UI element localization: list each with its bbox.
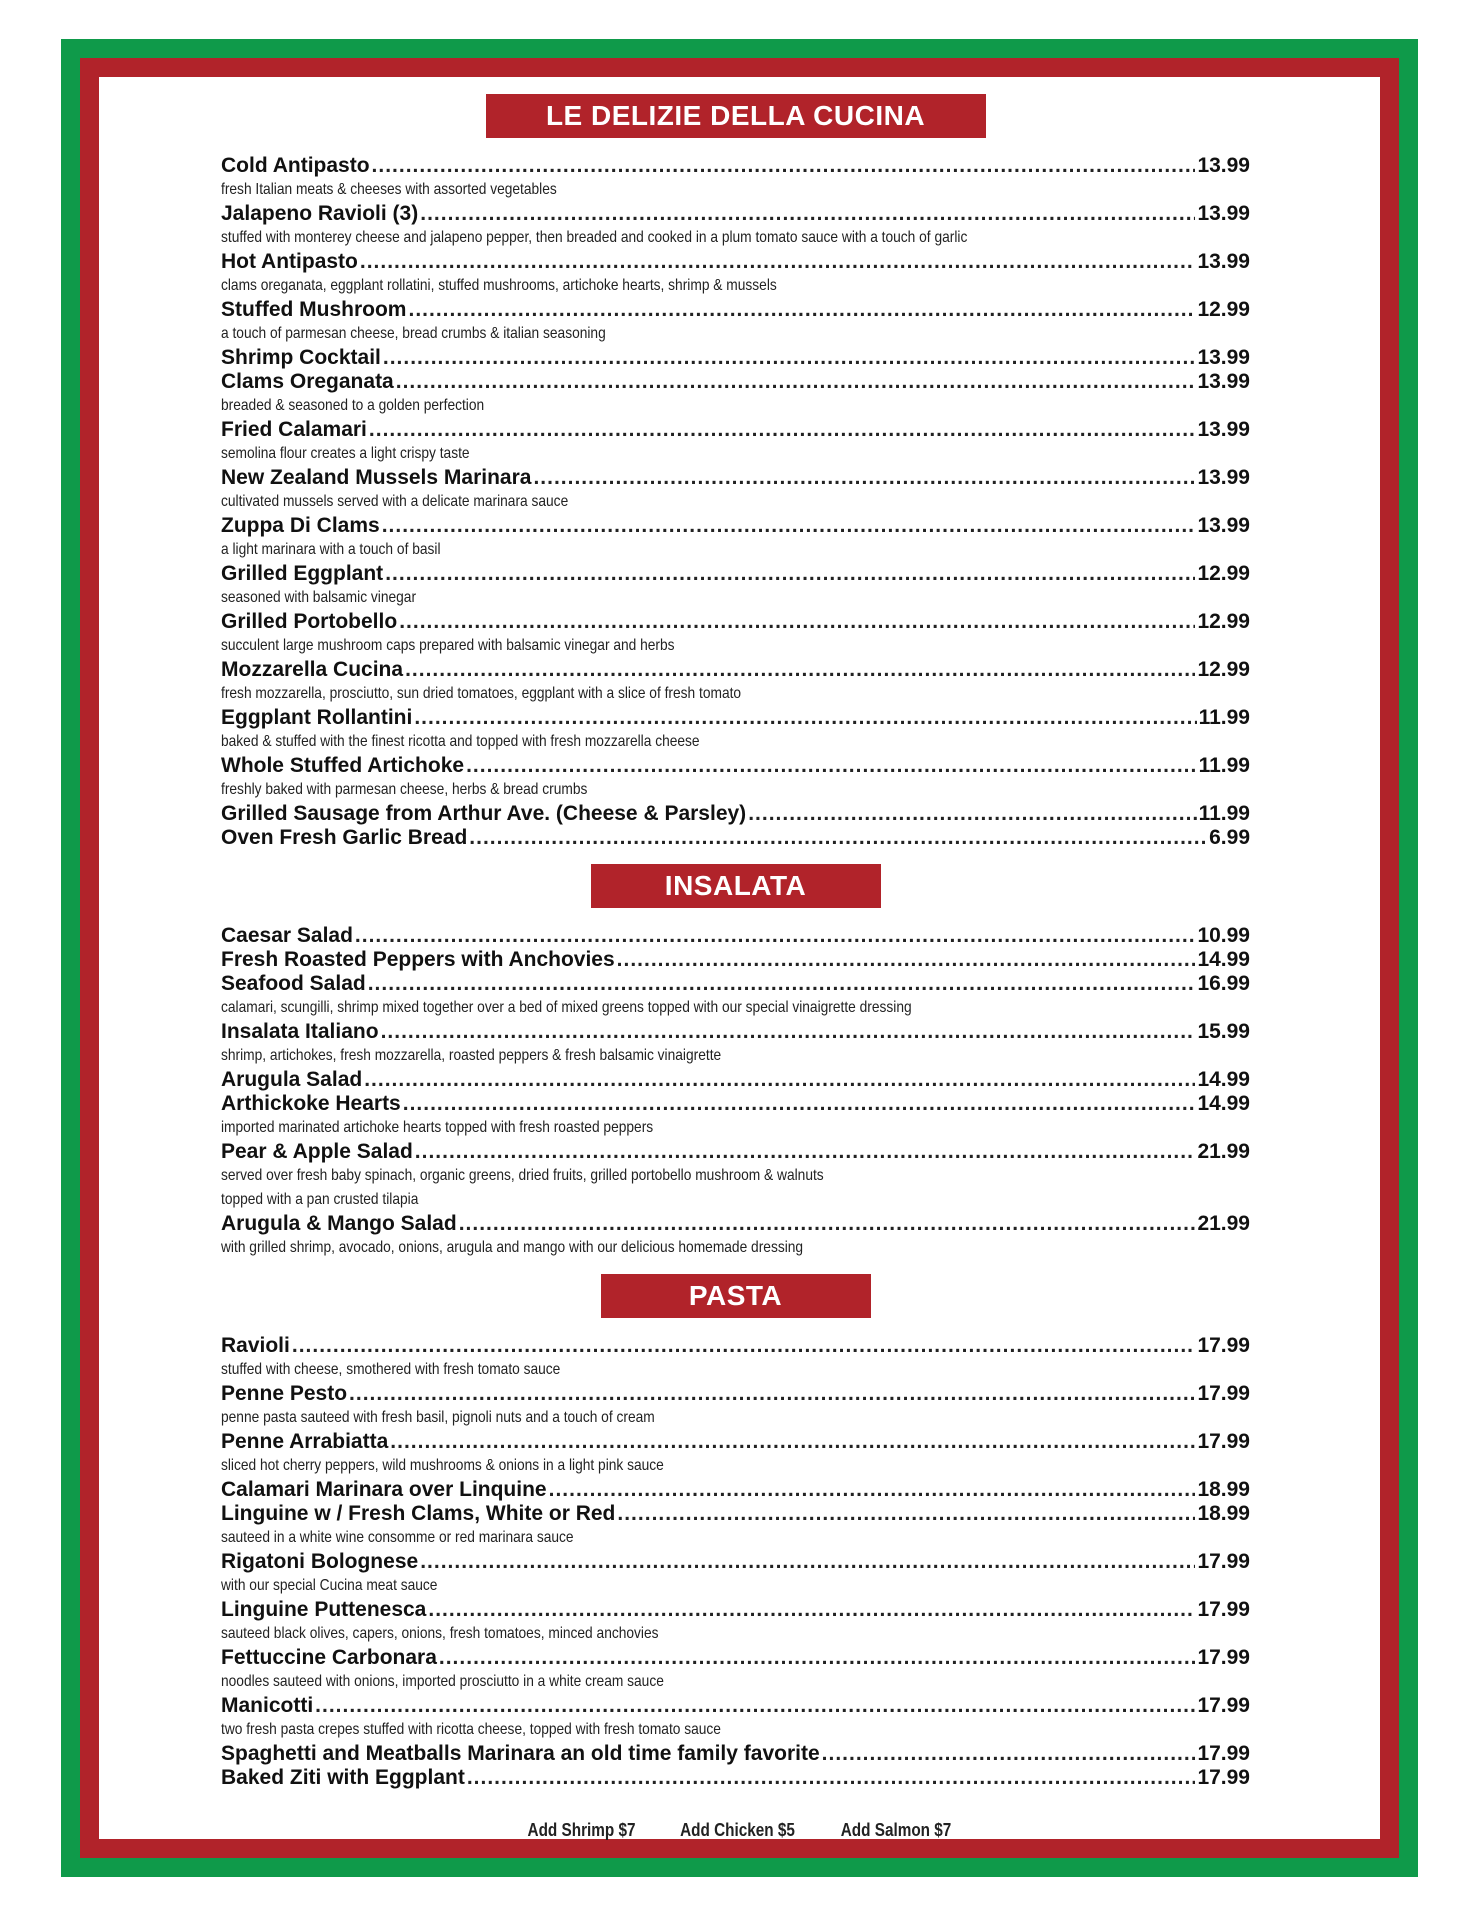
item-name: Jalapeno Ravioli (3) <box>221 202 419 225</box>
menu-item-row <box>221 1742 1250 1766</box>
item-price: 13.99 <box>1197 418 1250 441</box>
menu-item <box>221 1020 1250 1068</box>
item-name: Stuffed Mushroom <box>221 298 407 321</box>
item-price: 12.99 <box>1197 658 1250 681</box>
menu-item <box>221 298 1250 346</box>
dot-leader <box>403 1092 1196 1116</box>
menu-item-row <box>221 1766 1250 1790</box>
menu-item <box>221 1478 1250 1502</box>
dot-leader <box>292 1334 1196 1358</box>
item-description: stuffed with cheese, smothered with fresh tomato sauce <box>221 1361 561 1378</box>
item-name: Penne Pesto <box>221 1382 348 1405</box>
item-price: 12.99 <box>1197 298 1250 321</box>
menu-item-row <box>221 466 1250 490</box>
item-description: seasoned with balsamic vinegar <box>221 589 417 606</box>
item-price: 14.99 <box>1197 1068 1250 1091</box>
item-price: 11.99 <box>1198 706 1250 729</box>
menu-item-row <box>221 802 1250 826</box>
item-name: Fried Calamari <box>221 418 367 441</box>
dot-leader <box>748 802 1196 826</box>
item-price: 17.99 <box>1197 1550 1250 1573</box>
menu-item <box>221 706 1250 754</box>
dot-leader <box>372 154 1196 178</box>
item-name: Linguine Puttenesca <box>221 1598 427 1621</box>
item-name: Grilled Eggplant <box>221 562 384 585</box>
menu-item <box>221 1742 1250 1766</box>
menu-item <box>221 754 1250 802</box>
item-description: semolina flour creates a light crispy taste <box>221 445 470 462</box>
section-delizie <box>221 94 1250 850</box>
item-price: 21.99 <box>1197 1140 1250 1163</box>
item-description: succulent large mushroom caps prepared with balsamic vinegar and herbs <box>221 637 675 654</box>
item-name: Whole Stuffed Artichoke <box>221 754 465 777</box>
add-ons <box>99 1820 1380 1841</box>
menu-item <box>221 1382 1250 1430</box>
dot-leader <box>385 562 1195 586</box>
menu-item-row <box>221 1092 1250 1116</box>
item-price: 17.99 <box>1197 1646 1250 1669</box>
menu-item <box>221 1140 1250 1212</box>
item-description: with our special Cucina meat sauce <box>221 1577 438 1594</box>
menu-content <box>221 94 1250 1804</box>
item-price: 17.99 <box>1197 1742 1250 1765</box>
item-price: 13.99 <box>1197 202 1250 225</box>
menu-item-row <box>221 1550 1250 1574</box>
item-name: Mozzarella Cucina <box>221 658 404 681</box>
item-price: 17.99 <box>1197 1334 1250 1357</box>
menu-item-row <box>221 658 1250 682</box>
item-description: two fresh pasta crepes stuffed with ricotta cheese, topped with fresh tomato sauce <box>221 1721 721 1738</box>
dot-leader <box>459 1212 1196 1236</box>
dot-leader <box>381 1020 1196 1044</box>
menu-item <box>221 658 1250 706</box>
item-name: Oven Fresh Garlic Bread <box>221 826 468 849</box>
item-price: 11.99 <box>1198 754 1250 777</box>
dot-leader <box>469 826 1207 850</box>
item-price: 6.99 <box>1209 826 1250 849</box>
menu-item <box>221 1430 1250 1478</box>
item-price: 18.99 <box>1197 1502 1250 1525</box>
menu-item <box>221 1646 1250 1694</box>
item-name: Spaghetti and Meatballs Marinara an old time family favorite <box>221 1742 820 1765</box>
item-name: New Zealand Mussels Marinara <box>221 466 532 489</box>
dot-leader <box>420 202 1195 226</box>
menu-item <box>221 202 1250 250</box>
item-description: baked & stuffed with the finest ricotta and topped with fresh mozzarella cheese <box>221 733 700 750</box>
menu-item-row <box>221 1020 1250 1044</box>
item-name: Rigatoni Bolognese <box>221 1550 419 1573</box>
item-description: sauteed in a white wine consomme or red marinara sauce <box>221 1529 574 1546</box>
menu-item <box>221 1550 1250 1598</box>
dot-leader <box>533 466 1195 490</box>
item-name: Fresh Roasted Peppers with Anchovies <box>221 948 615 971</box>
menu-item <box>221 154 1250 202</box>
item-price: 11.99 <box>1198 802 1250 825</box>
menu-item <box>221 1334 1250 1382</box>
item-price: 13.99 <box>1197 250 1250 273</box>
menu-item <box>221 826 1250 850</box>
menu-item-row <box>221 370 1250 394</box>
menu-item <box>221 924 1250 948</box>
menu-item <box>221 1212 1250 1260</box>
menu-item-row <box>221 826 1250 850</box>
item-description: noodles sauteed with onions, imported prosciutto in a white cream sauce <box>221 1673 664 1690</box>
dot-leader <box>439 1646 1196 1670</box>
menu-item-row <box>221 1140 1250 1164</box>
menu-item <box>221 562 1250 610</box>
item-name: Zuppa Di Clams <box>221 514 380 537</box>
section-title: INSALATA <box>591 864 881 908</box>
menu-item <box>221 1694 1250 1742</box>
add-on-salmon: Add Salmon $7 <box>840 1820 951 1840</box>
dot-leader <box>414 706 1196 730</box>
item-description: calamari, scungilli, shrimp mixed together over a bed of mixed greens topped with our special vinaigrette dressing <box>221 999 912 1016</box>
item-price: 21.99 <box>1197 1212 1250 1235</box>
section-title: PASTA <box>601 1274 871 1318</box>
item-price: 13.99 <box>1197 154 1250 177</box>
dot-leader <box>383 346 1196 370</box>
menu-item-row <box>221 250 1250 274</box>
item-name: Eggplant Rollantini <box>221 706 413 729</box>
dot-leader <box>396 370 1196 394</box>
item-description: clams oreganata, eggplant rollatini, stuffed mushrooms, artichoke hearts, shrimp & mussels <box>221 277 777 294</box>
item-description: fresh mozzarella, prosciutto, sun dried tomatoes, eggplant with a slice of fresh tomato <box>221 685 742 702</box>
menu-item <box>221 370 1250 418</box>
item-description: fresh Italian meats & cheeses with assorted vegetables <box>221 181 557 198</box>
dot-leader <box>369 418 1196 442</box>
dot-leader <box>360 250 1196 274</box>
menu-item-row <box>221 1068 1250 1092</box>
menu-item-row <box>221 1478 1250 1502</box>
item-price: 12.99 <box>1197 562 1250 585</box>
dot-leader <box>415 1140 1196 1164</box>
item-name: Fettuccine Carbonara <box>221 1646 437 1669</box>
item-price: 16.99 <box>1197 972 1250 995</box>
item-price: 17.99 <box>1197 1766 1250 1789</box>
dot-leader <box>382 514 1196 538</box>
item-list <box>221 1334 1250 1790</box>
menu-item-row <box>221 154 1250 178</box>
item-description: a touch of parmesan cheese, bread crumbs & italian seasoning <box>221 325 606 342</box>
item-price: 12.99 <box>1197 610 1250 633</box>
menu-item-row <box>221 948 1250 972</box>
item-description: freshly baked with parmesan cheese, herbs & bread crumbs <box>221 781 588 798</box>
item-description: shrimp, artichokes, fresh mozzarella, roasted peppers & fresh balsamic vinaigrette <box>221 1047 722 1064</box>
item-name: Baked Ziti with Eggplant <box>221 1766 465 1789</box>
menu-item <box>221 466 1250 514</box>
item-name: Penne Arrabiatta <box>221 1430 389 1453</box>
dot-leader <box>549 1478 1196 1502</box>
item-price: 17.99 <box>1197 1430 1250 1453</box>
item-price: 14.99 <box>1197 948 1250 971</box>
menu-item-row <box>221 1646 1250 1670</box>
menu-item <box>221 514 1250 562</box>
dot-leader <box>466 754 1197 778</box>
menu-item-row <box>221 1502 1250 1526</box>
dot-leader <box>405 658 1195 682</box>
menu-item <box>221 346 1250 370</box>
item-name: Arthickoke Hearts <box>221 1092 401 1115</box>
dot-leader <box>467 1766 1196 1790</box>
menu-item-row <box>221 924 1250 948</box>
item-description: topped with a pan crusted tilapia <box>221 1191 419 1208</box>
menu-item <box>221 1092 1250 1140</box>
dot-leader <box>368 972 1196 996</box>
dot-leader <box>349 1382 1195 1406</box>
item-price: 17.99 <box>1197 1598 1250 1621</box>
item-price: 13.99 <box>1197 466 1250 489</box>
dot-leader <box>315 1694 1195 1718</box>
dot-leader <box>617 948 1196 972</box>
item-name: Manicotti <box>221 1694 314 1717</box>
dot-leader <box>364 1068 1195 1092</box>
item-name: Calamari Marinara over Linquine <box>221 1478 547 1501</box>
item-price: 17.99 <box>1197 1694 1250 1717</box>
item-description: stuffed with monterey cheese and jalapeno pepper, then breaded and cooked in a plum tomato sauce with a touch of garlic <box>221 229 968 246</box>
menu-item <box>221 418 1250 466</box>
item-name: Cold Antipasto <box>221 154 370 177</box>
menu-item <box>221 250 1250 298</box>
menu-item-row <box>221 562 1250 586</box>
item-name: Ravioli <box>221 1334 290 1357</box>
item-name: Clams Oreganata <box>221 370 394 393</box>
menu-item <box>221 610 1250 658</box>
menu-item-row <box>221 418 1250 442</box>
item-name: Shrimp Cocktail <box>221 346 381 369</box>
menu-item <box>221 972 1250 1020</box>
item-price: 13.99 <box>1197 346 1250 369</box>
item-name: Arugula & Mango Salad <box>221 1212 457 1235</box>
dot-leader <box>408 298 1195 322</box>
menu-item <box>221 1502 1250 1550</box>
item-name: Seafood Salad <box>221 972 366 995</box>
item-price: 13.99 <box>1197 370 1250 393</box>
item-name: Arugula Salad <box>221 1068 363 1091</box>
menu-item-row <box>221 610 1250 634</box>
menu-item-row <box>221 346 1250 370</box>
dot-leader <box>428 1598 1195 1622</box>
menu-item-row <box>221 1430 1250 1454</box>
dot-leader <box>617 1502 1195 1526</box>
add-on-chicken: Add Chicken $5 <box>680 1820 796 1840</box>
dot-leader <box>420 1550 1195 1574</box>
section-title: LE DELIZIE DELLA CUCINA <box>486 94 986 138</box>
menu-item-row <box>221 298 1250 322</box>
menu-item <box>221 1598 1250 1646</box>
menu-item-row <box>221 1382 1250 1406</box>
menu-item-row <box>221 1694 1250 1718</box>
menu-item-row <box>221 972 1250 996</box>
add-on-shrimp: Add Shrimp $7 <box>527 1820 636 1840</box>
item-description: served over fresh baby spinach, organic greens, dried fruits, grilled portobello mushroom & walnuts <box>221 1167 824 1184</box>
menu-item <box>221 1068 1250 1092</box>
item-description: breaded & seasoned to a golden perfection <box>221 397 485 414</box>
menu-item-row <box>221 754 1250 778</box>
dot-leader <box>390 1430 1195 1454</box>
item-name: Grilled Sausage from Arthur Ave. (Cheese & Parsley) <box>221 802 747 825</box>
item-name: Linguine w / Fresh Clams, White or Red <box>221 1502 616 1525</box>
menu-item-row <box>221 202 1250 226</box>
item-description: sliced hot cherry peppers, wild mushrooms & onions in a light pink sauce <box>221 1457 664 1474</box>
item-name: Caesar Salad <box>221 924 353 947</box>
menu-item <box>221 948 1250 972</box>
item-price: 10.99 <box>1197 924 1250 947</box>
item-name: Insalata Italiano <box>221 1020 379 1043</box>
item-name: Grilled Portobello <box>221 610 398 633</box>
menu-item-row <box>221 1212 1250 1236</box>
item-price: 14.99 <box>1197 1092 1250 1115</box>
menu-item-row <box>221 1334 1250 1358</box>
item-description: imported marinated artichoke hearts topped with fresh roasted peppers <box>221 1119 654 1136</box>
section-insalata <box>221 864 1250 1260</box>
menu-item <box>221 1766 1250 1790</box>
dot-leader <box>399 610 1195 634</box>
item-list <box>221 924 1250 1260</box>
item-price: 18.99 <box>1197 1478 1250 1501</box>
item-price: 15.99 <box>1197 1020 1250 1043</box>
item-name: Hot Antipasto <box>221 250 358 273</box>
item-list <box>221 154 1250 850</box>
item-description: a light marinara with a touch of basil <box>221 541 441 558</box>
section-pasta <box>221 1274 1250 1790</box>
dot-leader <box>822 1742 1196 1766</box>
item-name: Pear & Apple Salad <box>221 1140 413 1163</box>
dot-leader <box>355 924 1196 948</box>
item-description: cultivated mussels served with a delicate marinara sauce <box>221 493 569 510</box>
item-price: 17.99 <box>1197 1382 1250 1405</box>
menu-item-row <box>221 1598 1250 1622</box>
item-price: 13.99 <box>1197 514 1250 537</box>
menu-item-row <box>221 706 1250 730</box>
menu-item-row <box>221 514 1250 538</box>
item-description: sauteed black olives, capers, onions, fresh tomatoes, minced anchovies <box>221 1625 659 1642</box>
item-description: with grilled shrimp, avocado, onions, arugula and mango with our delicious homemade dressing <box>221 1239 804 1256</box>
menu-item <box>221 802 1250 826</box>
item-description: penne pasta sauteed with fresh basil, pignoli nuts and a touch of cream <box>221 1409 655 1426</box>
